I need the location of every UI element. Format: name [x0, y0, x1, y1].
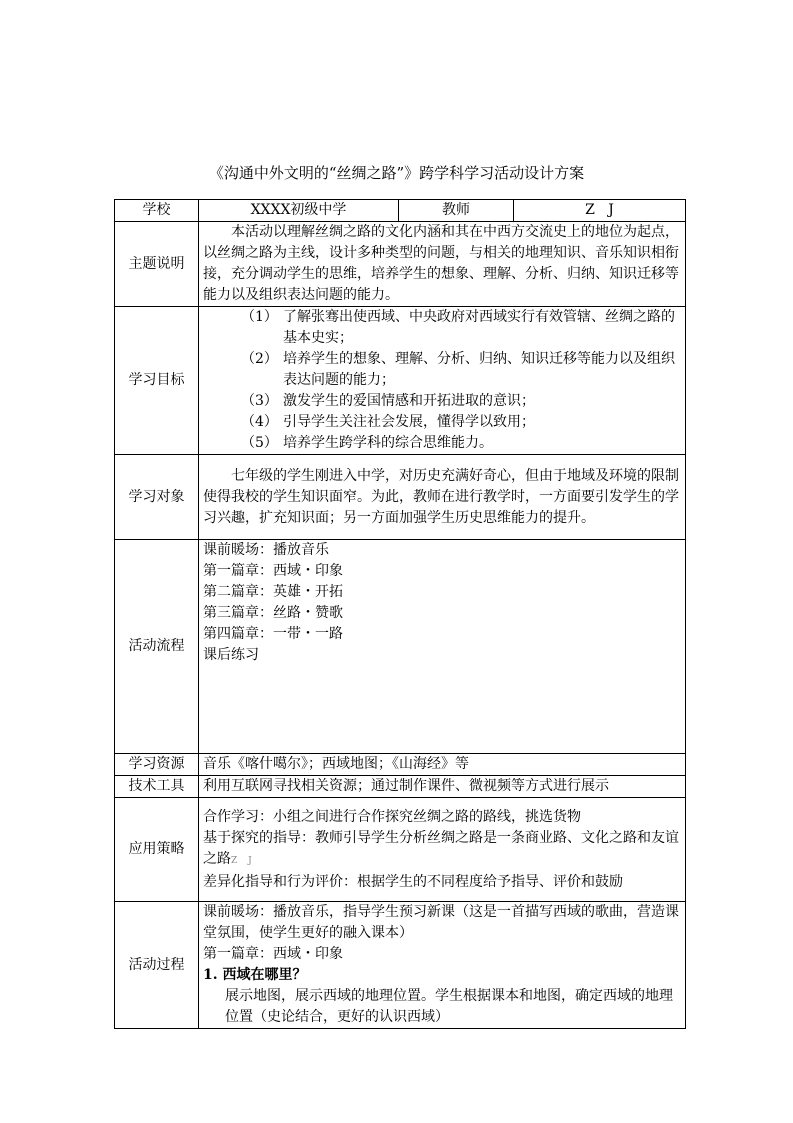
- process-label: 活动过程: [115, 902, 199, 1029]
- teacher-value: Z J: [514, 200, 686, 222]
- flow-item: 第一篇章：西域・印象: [203, 563, 343, 579]
- goal-number: （4）: [241, 414, 278, 430]
- watermark-mark: Z J: [231, 855, 256, 866]
- process-text: [199, 902, 686, 1029]
- flow-row: [115, 540, 686, 754]
- process-row: [115, 902, 686, 1029]
- flow-item: 第二篇章：英雄・开拓: [203, 584, 343, 600]
- tools-row: [115, 776, 686, 798]
- plan-table: [114, 199, 686, 1029]
- resources-text: 音乐《喀什噶尔》；西域地图；《山海经》等: [199, 754, 686, 776]
- goal-number: （5）: [241, 435, 278, 451]
- audience-row: [115, 455, 686, 540]
- goal-number: （2）: [241, 351, 278, 367]
- school-value: XXXX初级中学: [199, 200, 399, 222]
- flow-item: 第四篇章：一带・一路: [203, 626, 343, 642]
- goal-number: （1）: [241, 309, 278, 325]
- goal-item: [199, 349, 679, 391]
- strategy-line: 基于探究的指导：教师引导学生分析丝绸之路是一条商业路、文化之路和友谊之路: [203, 829, 679, 867]
- goal-text: 了解张骞出使西域、中央政府对西域实行有效管辖、丝绸之路的基本史实；: [283, 309, 675, 346]
- goals-row: [115, 307, 686, 455]
- strategy-text: [199, 798, 686, 902]
- resources-label: 学习资源: [115, 754, 199, 776]
- teacher-label: 教师: [399, 200, 514, 222]
- theme-text: 本活动以理解丝绸之路的文化内涵和其在中西方交流史上的地位为起点，以丝绸之路为主线，设计多种类型的问题，与相关的地理知识、音乐知识相衔接，充分调动学生的思维，培养学生的想象、理解、分析、归纳、知识迁移等能力以及组织表达问题的能力。: [199, 222, 686, 307]
- tools-text: 利用互联网寻找相关资源；通过制作课件、微视频等方式进行展示: [199, 776, 686, 798]
- goal-number: （3）: [241, 393, 278, 409]
- audience-label: 学习对象: [115, 455, 199, 540]
- strategy-label: 应用策略: [115, 798, 199, 902]
- tools-label: 技术工具: [115, 776, 199, 798]
- theme-row: [115, 222, 686, 307]
- resources-row: [115, 754, 686, 776]
- flow-label: 活动流程: [115, 540, 199, 754]
- strategy-row: [115, 798, 686, 902]
- strategy-line: 合作学习：小组之间进行合作探究丝绸之路的路线，挑选货物: [203, 808, 581, 825]
- strategy-line: 差异化指导和行为评价：根据学生的不同程度给予指导、评价和鼓励: [203, 873, 623, 890]
- goals-label: 学习目标: [115, 307, 199, 455]
- goal-item: [199, 433, 679, 454]
- flow-item: 第三篇章：丝路・赞歌: [203, 605, 343, 621]
- goal-text: 引导学生关注社会发展，懂得学以致用；: [283, 414, 535, 430]
- document-title: 《沟通中外文明的“丝绸之路”》跨学科学习活动设计方案: [208, 164, 585, 182]
- goal-item: [199, 412, 679, 433]
- goal-text: 培养学生跨学科的综合思维能力。: [283, 435, 493, 451]
- goal-item: [199, 391, 679, 412]
- goals-list: [199, 307, 686, 455]
- goal-item: [199, 307, 679, 349]
- flow-list: [199, 540, 686, 754]
- theme-label: 主题说明: [115, 222, 199, 307]
- process-line: 课前暖场：播放音乐，指导学生预习新课（这是一首描写西域的歌曲，营造课堂氛围，使学生更好的融入课本）: [203, 904, 679, 941]
- process-line: 第一篇章：西域・印象: [203, 946, 343, 962]
- flow-item: 课前暖场：播放音乐: [203, 542, 329, 558]
- header-row: [115, 200, 686, 222]
- flow-item: 课后练习: [203, 647, 259, 663]
- goal-text: 培养学生的想象、理解、分析、归纳、知识迁移等能力以及组织表达问题的能力；: [283, 351, 675, 388]
- school-label: 学校: [115, 200, 199, 222]
- audience-text: 七年级的学生刚进入中学，对历史充满好奇心，但由于地域及环境的限制使得我校的学生知识面窄。为此，教师在进行教学时，一方面要引发学生的学习兴趣，扩充知识面；另一方面加强学生历史思维能力的提升。: [199, 455, 686, 540]
- process-question: 1. 西域在哪里？: [203, 967, 307, 983]
- goal-text: 激发学生的爱国情感和开拓进取的意识；: [283, 393, 535, 409]
- process-question-text: 展示地图，展示西域的地理位置。学生根据课本和地图，确定西域的地理位置（史论结合，更好的认识西域）: [225, 988, 673, 1025]
